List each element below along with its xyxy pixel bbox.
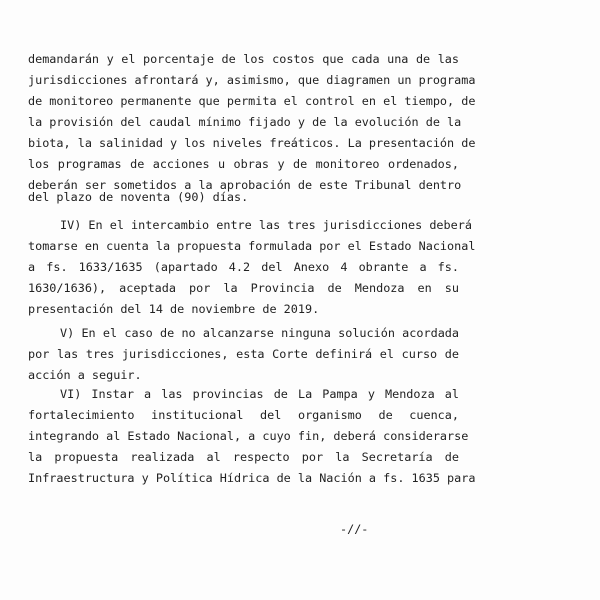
paragraph-1-line-6: los programas de acciones u obras y de monitoreo ordenados,	[28, 157, 459, 171]
paragraph-1-line-7: deberán ser sometidos a la aprobación de este Tribunal dentro	[28, 178, 462, 192]
paragraph-1-line-8: del plazo de noventa (90) días.	[28, 190, 249, 204]
paragraph-1-line-2: jurisdicciones afrontará y, asimismo, que diagramen un programa	[28, 73, 476, 87]
paragraph-iv-line-5: presentación del 14 de noviembre de 2019.	[28, 302, 320, 316]
paragraph-v-line-3: acción a seguir.	[28, 368, 142, 382]
paragraph-vi-line-1: VI) Instar a las provincias de La Pampa y Mendoza al	[60, 387, 459, 401]
paragraph-iv-line-1: IV) En el intercambio entre las tres jurisdicciones deberá	[60, 218, 472, 232]
page-continuation-marker: -//-	[340, 522, 369, 536]
paragraph-v-line-2: por las tres jurisdicciones, esta Corte definirá el curso de	[28, 347, 459, 361]
paragraph-vi-line-5: Infraestructura y Política Hídrica de la Nación a fs. 1635 para	[28, 471, 476, 485]
paragraph-1-line-5: biota, la salinidad y los niveles freáticos. La presentación de	[28, 136, 476, 150]
paragraph-vi-line-4: la propuesta realizada al respecto por la Secretaría de	[28, 450, 459, 464]
paragraph-1-line-3: de monitoreo permanente que permita el control en el tiempo, de	[28, 94, 476, 108]
paragraph-iv-line-3: a fs. 1633/1635 (apartado 4.2 del Anexo 4 obrante a fs.	[28, 260, 459, 274]
paragraph-1-line-1: demandarán y el porcentaje de los costos que cada una de las	[28, 52, 459, 66]
paragraph-iv-line-2: tomarse en cuenta la propuesta formulada por el Estado Nacional	[28, 239, 476, 253]
paragraph-v-line-1: V) En el caso de no alcanzarse ninguna solución acordada	[60, 326, 459, 340]
paragraph-iv-line-4: 1630/1636), aceptada por la Provincia de Mendoza en su	[28, 281, 459, 295]
paragraph-vi-line-2: fortalecimiento institucional del organismo de cuenca,	[28, 408, 459, 422]
paragraph-vi-line-3: integrando al Estado Nacional, a cuyo fin, deberá considerarse	[28, 429, 469, 443]
paragraph-1-line-4: la provisión del caudal mínimo fijado y de la evolución de la	[28, 115, 462, 129]
